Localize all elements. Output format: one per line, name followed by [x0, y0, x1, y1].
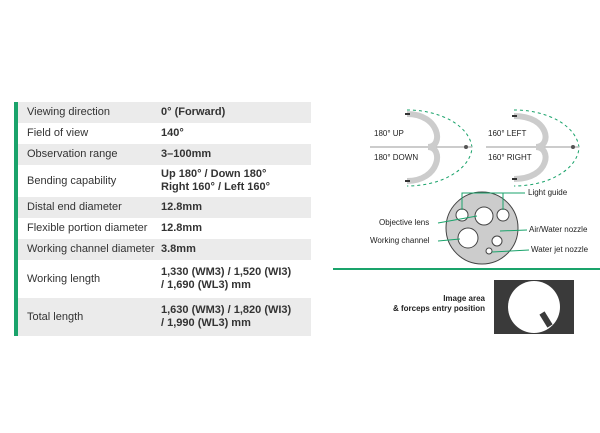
spec-label: Observation range [27, 148, 118, 160]
light-guide-label: Light guide [528, 188, 568, 197]
spec-value: 3–100mm [161, 148, 212, 160]
water-jet-nozzle-label: Water jet nozzle [531, 245, 589, 254]
spec-value: 12.8mm [161, 201, 202, 213]
bending-up-down-diagram [370, 110, 472, 186]
image-area-caption-line1: Image area [443, 294, 485, 303]
spec-label: Bending capability [27, 174, 117, 187]
working-channel-label: Working channel [370, 236, 430, 245]
image-area-caption [375, 294, 485, 314]
spec-label: Flexible portion diameter [27, 222, 148, 234]
image-area-caption-line2: & forceps entry position [392, 304, 485, 313]
spec-value: 12.8mm [161, 222, 202, 234]
spec-label: Total length [27, 310, 84, 323]
image-area-diagram [494, 280, 574, 334]
spec-value: 3.8mm [161, 243, 196, 255]
bend-right-label: 160° RIGHT [488, 153, 532, 162]
spec-value: 1,630 (WM3) / 1,820 (WI3) / 1,990 (WL3) mm [161, 304, 292, 329]
spec-label: Working channel diameter [27, 243, 155, 255]
spec-label: Viewing direction [27, 106, 110, 118]
distal-end-diagram [438, 192, 529, 264]
bend-down-label: 180° DOWN [374, 153, 419, 162]
section-divider [333, 268, 600, 270]
spec-label: Distal end diameter [27, 201, 122, 213]
spec-value: 140° [161, 127, 184, 139]
objective-lens-label: Objective lens [379, 218, 430, 227]
spec-label: Field of view [27, 127, 89, 139]
bend-left-label: 160° LEFT [488, 129, 527, 138]
spec-value: 1,330 (WM3) / 1,520 (WI3) / 1,690 (WL3) mm [161, 266, 292, 291]
bending-left-right-diagram [486, 110, 579, 186]
spec-label: Working length [27, 272, 101, 285]
air-water-nozzle-label: Air/Water nozzle [529, 225, 588, 234]
bend-up-label: 180° UP [374, 129, 404, 138]
spec-value: Up 180° / Down 180° Right 160° / Left 160° [161, 168, 271, 193]
spec-value: 0° (Forward) [161, 106, 226, 118]
